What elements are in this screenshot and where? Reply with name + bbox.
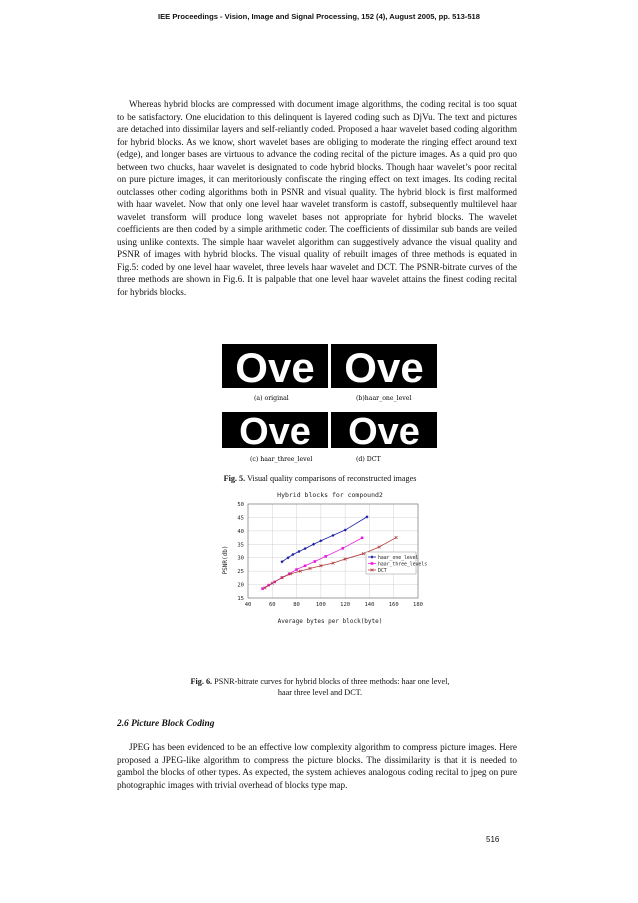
page-number: 516 [486, 835, 500, 844]
x-tick-label: 160 [388, 602, 399, 608]
data-point [312, 543, 315, 546]
data-point [261, 587, 264, 590]
legend-entry: haar_one_level [378, 555, 419, 561]
figure-6-caption-line1: PSNR-bitrate curves for hybrid blocks of three methods: haar one level, [212, 677, 450, 686]
data-point [331, 534, 334, 537]
y-tick-label: 35 [237, 542, 244, 549]
figure-6-caption-number: Fig. 6. [190, 677, 213, 686]
legend-entry: DCT [378, 568, 387, 574]
data-point [341, 547, 344, 550]
y-tick-label: 40 [237, 528, 244, 535]
data-point [297, 550, 300, 553]
chart-title: Hybrid blocks for compound2 [277, 491, 383, 499]
y-tick-label: 45 [237, 515, 244, 522]
chart-grid [248, 504, 418, 598]
x-tick-label: 180 [413, 602, 423, 608]
tile-haar-one-level [331, 344, 437, 391]
label-c: (c) haar_three_level [250, 456, 313, 463]
data-point [371, 562, 374, 565]
tile-haar-three-level [222, 411, 328, 453]
tile-text: Ove [239, 411, 311, 453]
tile-text: Ove [344, 344, 424, 391]
data-point [324, 555, 327, 558]
data-point [313, 560, 316, 563]
x-tick-label: 60 [268, 602, 276, 608]
data-point [304, 564, 307, 567]
running-header: IEE Proceedings - Vision, Image and Signal Processing, 152 (4), August 2005, pp. 513-518 [158, 12, 480, 21]
plot-frame [248, 504, 418, 598]
tile-text: Ove [235, 344, 315, 391]
tile-dct [331, 411, 437, 453]
y-tick-label: 20 [237, 582, 244, 589]
body-paragraph-picture-block: JPEG has been evidenced to be an effective low complexity algorithm to compress picture images. Here proposed a JPEG-like algorithm to compress the picture blocks. The dissimilarity is that it is needed to gambol the blocks of other types. As expected, the system achieves analogous coding recital to jpeg on pure photographic images with trivial overhead of blocks type map. [117, 742, 517, 790]
figure-5-caption-number: Fig. 5. [223, 474, 246, 483]
y-tick-label: 15 [237, 596, 244, 602]
x-tick-label: 120 [340, 602, 351, 608]
label-d: (d) DCT [356, 456, 381, 463]
data-point [319, 539, 322, 542]
x-tick-label: 80 [293, 602, 300, 608]
y-tick-label: 30 [237, 555, 244, 562]
figure-6-caption [150, 676, 490, 698]
data-point [395, 536, 398, 539]
series-line [263, 538, 363, 589]
data-point [361, 537, 364, 540]
figure-6-caption-line2: haar three level and DCT. [277, 688, 363, 697]
series-line [282, 517, 367, 562]
tile-text: Ove [348, 411, 420, 453]
y-axis-label: PSNR(db) [222, 545, 229, 575]
y-tick-label: 50 [237, 502, 244, 508]
x-tick-label: 140 [364, 602, 375, 608]
label-b: (b)haar_one_level [356, 395, 412, 402]
data-point [303, 547, 306, 550]
label-a: (a) original [254, 395, 289, 402]
section-heading: 2.6 Picture Block Coding [117, 719, 215, 729]
x-axis-label: Average bytes per block(byte) [277, 618, 383, 625]
figure-5-caption-text: Visual quality comparisons of reconstructed images [245, 474, 417, 483]
data-point [295, 568, 298, 571]
figure-5-caption [160, 473, 480, 484]
y-tick-label: 25 [237, 569, 244, 576]
figure-6-psnr-chart [218, 488, 442, 626]
legend-entry: haar_three_levels [378, 562, 428, 568]
x-tick-label: 100 [315, 602, 326, 608]
tile-original [222, 344, 328, 391]
body-paragraph-hybrid-blocks: Whereas hybrid blocks are compressed with document image algorithms, the coding recital is too squat to be satisfactory. One elucidation to this delinquent is layered coding such as DjVu. The text and pictures are detached into dissimilar layers and self-reliantly coded. Proposed a haar wavelet based coding algorithm for hybrid blocks. As we know, short wavelet bases are obliging to moderate the ringing effect around text (edge), and longer bases are virtuous to advance the coding recital of the picture images. As a quid pro quo between two chucks, haar wavelet is designated to code hybrid blocks. Though haar wavelet’s poor recital on pure picture images, it can meritoriously confiscate the ringing effect on text images. Its coding recital outclasses other coding algorithms both in PSNR and visual quality. The hybrid block is first malformed with haar wavelet. Now that only one level haar wavelet transform is castoff, subsequently multilevel haar wavelet transform will produce long wavelet bases not appropriate for hybrid blocks. The wavelet coefficients are then coded by a simple arithmetic coder. The coefficients of dissimilar sub bands are veiled using unlike contexts. The simple haar wavelet algorithm can suggestively advance the visual quality and PSNR of images with hybrid blocks. The visual quality of rebuilt images of three methods is equated in Fig.5: coded by one level haar wavelet, three levels haar wavelet and DCT. The PSNR-bitrate curves of the three methods are shown in Fig.6. It is palpable that one level haar wavelet attains the finest coding recital for hybrids blocks. [117, 99, 517, 297]
x-tick-label: 40 [244, 602, 252, 608]
figure-5-image-grid [218, 344, 444, 466]
